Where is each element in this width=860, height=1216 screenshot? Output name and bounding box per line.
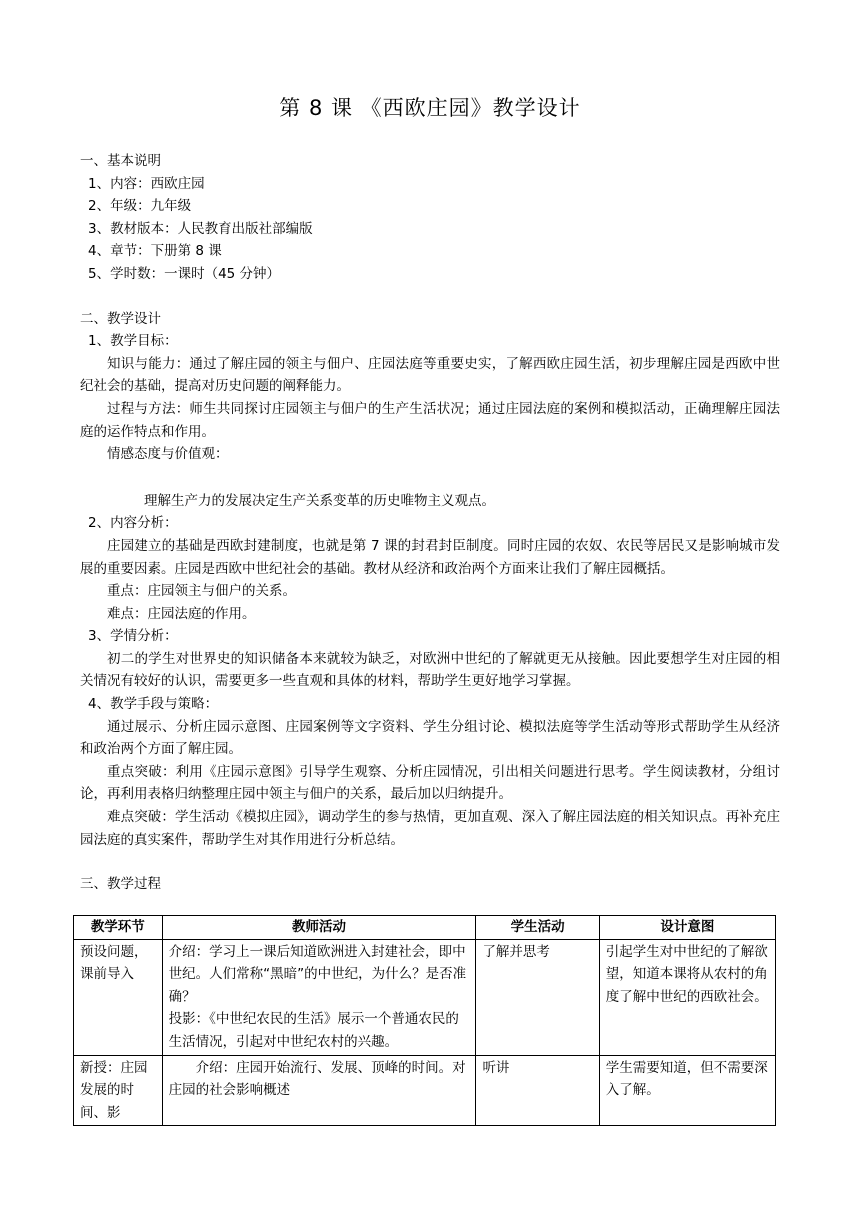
paragraph: 重点突破：利用《庄园示意图》引导学生观察、分析庄园情况，引出相关问题进行思考。学生阅读教材，分组讨论，再利用表格归纳整理庄园中领主与佃户的关系，最后加以归纳提升。 (80, 763, 780, 803)
section-heading: 三、教学过程 (80, 876, 161, 893)
student-activity-cell: 听讲 (476, 1055, 599, 1126)
paragraph: 难点：庄园法庭的作用。 (107, 605, 256, 622)
basic-info-item: 4、章节：下册第 8 课 (88, 243, 222, 260)
table-row (74, 939, 776, 1055)
column-header: 教师活动 (162, 916, 476, 940)
page-title: 第 8 课 《西欧庄园》教学设计 (279, 96, 581, 120)
design-intent-cell: 引起学生对中世纪的了解欲望，知道本课将从农村的角度了解中世纪的西欧社会。 (599, 939, 775, 1055)
spacer (80, 851, 780, 873)
paragraph: 知识与能力：通过了解庄园的领主与佃户、庄园法庭等重要史实，了解西欧庄园生活，初步理解庄园是西欧中世纪社会的基础，提高对历史问题的阐释能力。 (80, 355, 780, 395)
spacer (80, 286, 780, 308)
spacer (80, 466, 780, 490)
paragraph: 庄园建立的基础是西欧封建制度，也就是第 7 课的封君封臣制度。同时庄园的农奴、农民等居民又是影响城市发展的重要因素。庄园是西欧中世纪社会的基础。教材从经济和政治两个方面来让我们了解庄园概括。 (80, 537, 780, 577)
paragraph: 情感态度与价值观： (107, 446, 229, 463)
subsection-heading: 4、教学手段与策略： (88, 696, 219, 713)
design-intent-cell: 学生需要知道，但不需要深入了解。 (599, 1055, 775, 1126)
section-heading: 二、教学设计 (80, 310, 161, 327)
paragraph: 难点突破：学生活动《模拟庄园》，调动学生的参与热情，更加直观、深入了解庄园法庭的相关知识点。再补充庄园法庭的真实案件，帮助学生对其作用进行分析总结。 (80, 809, 780, 848)
basic-info-item: 5、学时数：一课时（45 分钟） (88, 265, 281, 282)
basic-info-item: 3、教材版本：人民教育出版社部编版 (88, 220, 313, 237)
table-row (74, 1055, 776, 1126)
teacher-activity-cell: 介绍：庄园开始流行、发展、顶峰的时间。对庄园的社会影响概述 (162, 1055, 476, 1126)
student-activity-cell: 了解并思考 (476, 939, 599, 1055)
basic-info-item: 2、年级：九年级 (88, 198, 192, 215)
column-header: 学生活动 (476, 916, 599, 940)
paragraph: 重点：庄园领主与佃户的关系。 (107, 583, 296, 600)
subsection-heading: 2、内容分析： (88, 515, 178, 532)
teacher-activity-text: 投影：《中世纪农民的生活》展示一个普通农民的生活情况，引起对中世纪农村的兴趣。 (168, 1011, 459, 1050)
section-heading: 一、基本说明 (80, 153, 161, 169)
teacher-activity-text: 介绍：学习上一课后知道欧洲进入封建社会，即中世纪。人们常称“黑暗”的中世纪，为什么？是否准确？ (168, 943, 467, 1005)
column-header: 设计意图 (599, 916, 775, 940)
stage-cell: 新授：庄园发展的时间、影 (74, 1055, 163, 1126)
paragraph: 通过展示、分析庄园示意图、庄园案例等文字资料、学生分组讨论、模拟法庭等学生活动等形式帮助学生从经济和政治两个方面了解庄园。 (80, 718, 780, 758)
paragraph: 初二的学生对世界史的知识储备本来就较为缺乏，对欧洲中世纪的了解就更无从接触。因此要想学生对庄园的相关情况有较好的认识，需要更多一些直观和具体的材料，帮助学生更好地学习掌握。 (80, 650, 780, 690)
stage-cell: 预设问题，课前导入 (74, 939, 163, 1055)
subsection-heading: 1、教学目标： (88, 333, 178, 350)
paragraph: 过程与方法：师生共同探讨庄园领主与佃户的生产生活状况；通过庄园法庭的案例和模拟活动，正确理解庄园法庭的运作特点和作用。 (80, 400, 780, 440)
basic-info-item: 1、内容：西欧庄园 (88, 175, 205, 192)
teaching-process-table (73, 915, 776, 1126)
subsection-heading: 3、学情分析： (88, 628, 178, 645)
teacher-activity-cell (162, 939, 476, 1055)
document-body (80, 150, 780, 896)
table-header-row (74, 916, 776, 940)
column-header: 教学环节 (74, 916, 163, 940)
paragraph: 理解生产力的发展决定生产关系变革的历史唯物主义观点。 (144, 492, 495, 509)
